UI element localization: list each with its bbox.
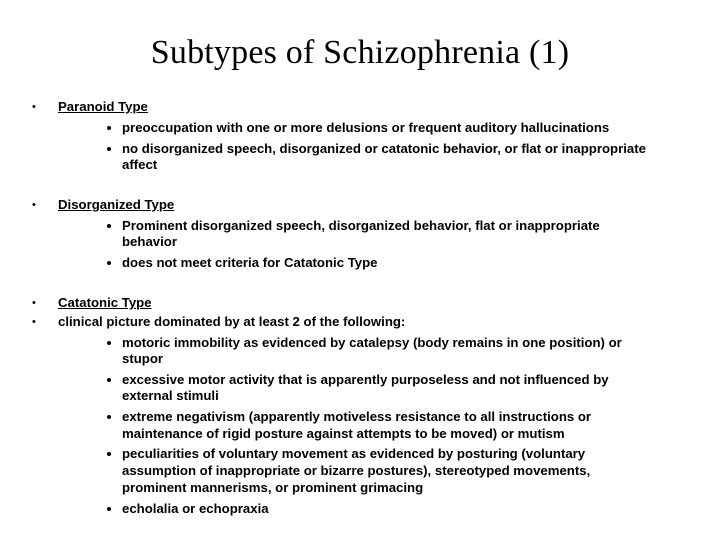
bullet-catatonic: •	[32, 297, 36, 309]
disorganized-item-1: Prominent disorganized speech, disorganized behavior, flat or inappropriate	[122, 218, 600, 233]
catatonic-item-4-cont2: prominent mannerisms, or prominent grimacing	[122, 480, 424, 495]
sub-bullet	[107, 507, 111, 511]
page-title: Subtypes of Schizophrenia (1)	[150, 34, 570, 71]
sub-bullet	[107, 126, 111, 130]
sub-bullet	[107, 415, 111, 419]
catatonic-item-1: motoric immobility as evidenced by catalepsy (body remains in one position) or	[122, 335, 622, 350]
paranoid-item-2: no disorganized speech, disorganized or catatonic behavior, or flat or inappropriate	[122, 141, 646, 156]
catatonic-item-2: excessive motor activity that is apparently purposeless and not influenced by	[122, 372, 609, 387]
sub-bullet	[107, 224, 111, 228]
catatonic-item-4: peculiarities of voluntary movement as evidenced by posturing (voluntary	[122, 446, 586, 461]
sub-bullet	[107, 378, 111, 382]
paranoid-item-1: preoccupation with one or more delusions or frequent auditory hallucinations	[122, 120, 610, 135]
catatonic-intro: clinical picture dominated by at least 2 of the following:	[58, 314, 406, 329]
paranoid-item-2-cont: affect	[122, 157, 158, 172]
catatonic-item-1-cont: stupor	[122, 351, 164, 366]
heading-disorganized: Disorganized Type	[58, 197, 175, 212]
catatonic-item-5: echolalia or echopraxia	[122, 501, 269, 516]
heading-catatonic: Catatonic Type	[58, 295, 152, 310]
disorganized-item-2: does not meet criteria for Catatonic Type	[122, 255, 378, 270]
bullet-catatonic-intro: •	[32, 316, 36, 328]
sub-bullet	[107, 261, 111, 265]
heading-paranoid: Paranoid Type	[58, 99, 148, 114]
bullet-paranoid: •	[32, 101, 36, 113]
catatonic-item-2-cont: external stimuli	[122, 388, 219, 403]
sub-bullet	[107, 452, 111, 456]
bullet-disorganized: •	[32, 199, 36, 211]
sub-bullet	[107, 341, 111, 345]
catatonic-item-4-cont: assumption of inappropriate or bizarre postures), stereotyped movements,	[122, 463, 591, 478]
sub-bullet	[107, 147, 111, 151]
disorganized-item-1-cont: behavior	[122, 234, 177, 249]
catatonic-item-3-cont: maintenance of rigid posture against attempts to be moved) or mutism	[122, 426, 565, 441]
catatonic-item-3: extreme negativism (apparently motiveless resistance to all instructions or	[122, 409, 592, 424]
